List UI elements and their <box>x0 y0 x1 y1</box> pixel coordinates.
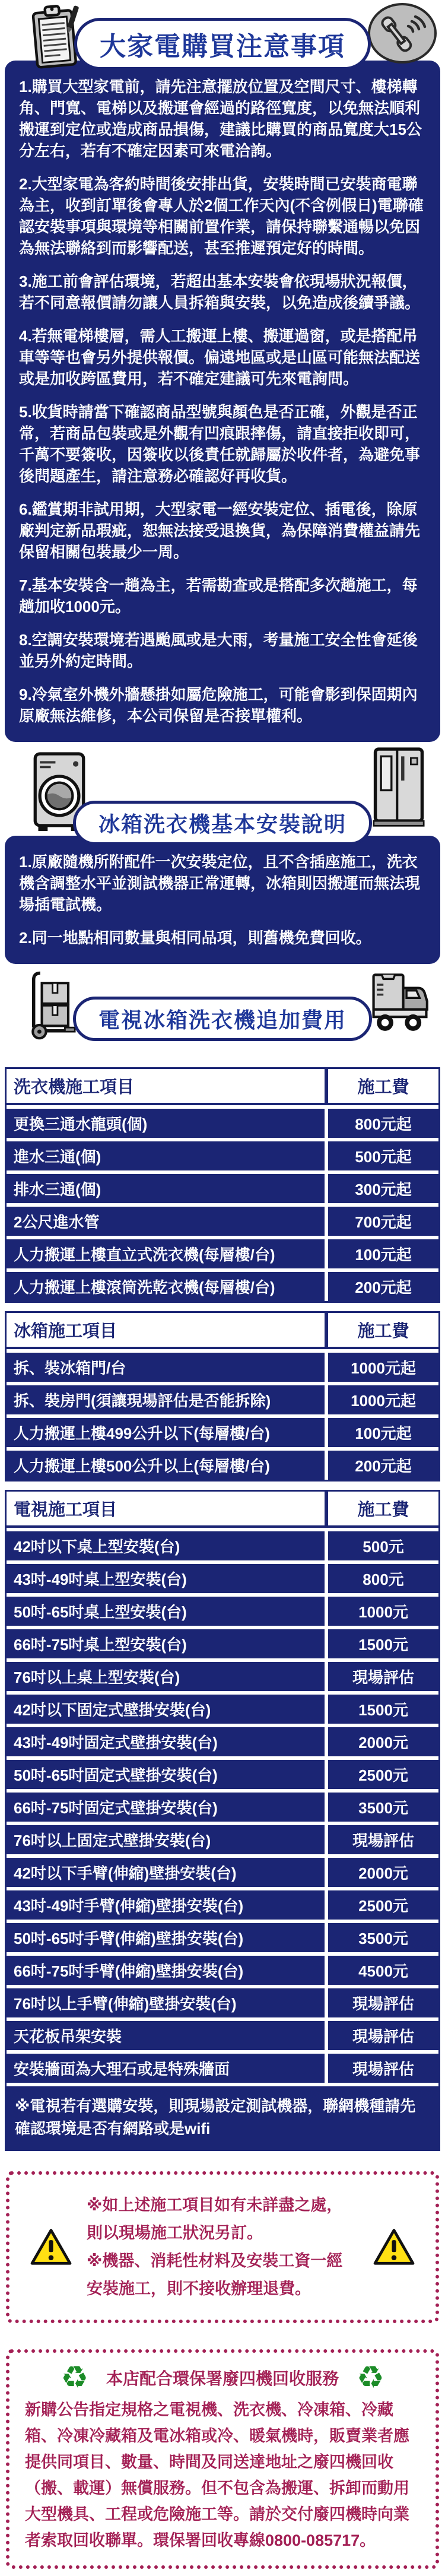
table-row <box>7 1239 438 1268</box>
table-row <box>7 2021 438 2050</box>
recycle-title-row <box>25 2362 420 2393</box>
section-title-pill <box>74 18 371 70</box>
notice-item: 8.空調安裝環境若遇颱風或是大雨，考量施工安全性會延後並另外約定時間。 <box>19 631 418 670</box>
fee-item-label: 76吋以上固定式壁掛安裝(台) <box>7 1825 325 1854</box>
fee-item-label: 42吋以下手臂(伸縮)壁掛安裝(台) <box>7 1858 325 1887</box>
fee-value: 800元起 <box>328 1109 438 1138</box>
notice-item: 4.若無電梯樓層，需人工搬運上樓、搬運過窗，或是搭配吊車等等也會另外提供報價。偏遠地區或是山區可能無法配送或是加收跨區費用，若不確定建議可先來電詢問。 <box>19 327 421 388</box>
fee-value: 1500元 <box>328 1629 438 1658</box>
section3-title: 電視冰箱洗衣機追加費用 <box>98 1008 347 1032</box>
table-row <box>7 1207 438 1236</box>
table-row <box>7 1988 438 2017</box>
table-row <box>7 1956 438 1985</box>
warning-icon <box>30 2228 72 2266</box>
fee-value: 500元 <box>328 1531 438 1560</box>
fee-value: 現場評估 <box>328 1988 438 2017</box>
table-row <box>7 2054 438 2083</box>
fee-item-label: 人力搬運上樓500公升以上(每層樓/台) <box>7 1451 325 1480</box>
notice-item: 3.施工前會評估環境，若超出基本安裝會依現場狀況報價，若不同意報價請勿讓人員拆箱與安裝，以免造成後續爭議。 <box>19 272 421 312</box>
table-body <box>7 1531 438 2083</box>
fee-item-label: 更換三通水龍頭(個) <box>7 1109 325 1138</box>
fee-value: 2000元 <box>328 1858 438 1887</box>
recycle-body-text: 新購公告指定規格之電視機、洗衣機、冷凍箱、冷藏箱、冷凍冷藏箱及電冰箱或冷、暖氣機時，販賣業者應提供同項目、數量、時間及同送達地址之廢四機回收（搬、載運）無償服務。但不包含為搬運、拆卸而動用大型機具、工程或危險施工等。請於交付廢四機時向業者索取回收聯單。環保署回收專線0800-085717。 <box>25 2401 409 2549</box>
table-row <box>7 1793 438 1822</box>
table-row <box>7 1353 438 1382</box>
basic-install-panel <box>5 836 440 964</box>
washer-fee-table <box>5 1067 440 1303</box>
fee-value: 1000元起 <box>328 1353 438 1382</box>
fee-item-label: 拆、裝房門(須讓現場評估是否能拆除) <box>7 1385 325 1414</box>
fee-item-label: 天花板吊架安裝 <box>7 2021 325 2050</box>
fee-item-label: 2公尺進水管 <box>7 1207 325 1236</box>
recycle-title: 本店配合環保署廢四機回收服務 <box>106 2369 339 2388</box>
recycle-icon: ♻ <box>357 2361 384 2395</box>
fee-item-label: 人力搬運上樓499公升以下(每層樓/台) <box>7 1418 325 1447</box>
table-header-fee: 施工費 <box>357 1322 409 1341</box>
phone-icon <box>367 2 438 64</box>
table-row <box>7 1418 438 1447</box>
fee-item-label: 人力搬運上樓滾筒洗乾衣機(每層樓/台) <box>7 1272 325 1301</box>
table-header-fee: 施工費 <box>357 1500 409 1519</box>
refrigerator-icon <box>370 747 427 827</box>
table-header-item: 冰箱施工項目 <box>14 1322 117 1341</box>
fee-value: 2500元 <box>328 1890 438 1920</box>
notice-item: 5.收貨時請當下確認商品型號與顏色是否正確，外觀是否正常，若商品包裝或是外觀有凹痕跟摔傷，請直接拒收即可，千萬不要簽收，因簽收以後責任就歸屬於收件者，為避免事後問題產生，請注意務必確認好再收貨。 <box>19 403 421 485</box>
fee-item-label: 50吋-65吋桌上型安裝(台) <box>7 1597 325 1626</box>
fee-value: 現場評估 <box>328 2054 438 2083</box>
warning-line: ※機器、消耗性材料及安裝工資一經安裝施工，則不接收辦理退費。 <box>87 2252 343 2298</box>
fee-value: 現場評估 <box>328 1662 438 1691</box>
fee-value: 2000元 <box>328 1727 438 1756</box>
fee-value: 100元起 <box>328 1418 438 1447</box>
table-row <box>7 1564 438 1593</box>
fee-value: 現場評估 <box>328 2021 438 2050</box>
section2-title: 冰箱洗衣機基本安裝說明 <box>98 812 347 836</box>
table-row <box>7 1662 438 1691</box>
fee-value: 現場評估 <box>328 1825 438 1854</box>
section-title-pill <box>73 801 372 845</box>
fee-item-label: 66吋-75吋桌上型安裝(台) <box>7 1629 325 1658</box>
fee-item-label: 排水三通(個) <box>7 1174 325 1203</box>
table-row <box>7 1451 438 1480</box>
fee-item-label: 拆、裝冰箱門/台 <box>7 1353 325 1382</box>
table-row <box>7 1531 438 1560</box>
table-row <box>7 1923 438 1952</box>
table-row <box>7 1825 438 1854</box>
fee-value: 200元起 <box>328 1451 438 1480</box>
table-row <box>7 1858 438 1887</box>
install-item: 2.同一地點相同數量與相同品項，則舊機免費回收。 <box>19 929 371 947</box>
fee-value: 200元起 <box>328 1272 438 1301</box>
install-item: 1.原廠隨機所附配件一次安裝定位，且不含插座施工，洗衣機含調整水平並測試機器正常運轉，冰箱則因搬運而無法現場插電試機。 <box>19 853 421 913</box>
table-header-fee: 施工費 <box>357 1078 409 1097</box>
fee-item-label: 43吋-49吋桌上型安裝(台) <box>7 1564 325 1593</box>
fee-item-label: 66吋-75吋固定式壁掛安裝(台) <box>7 1793 325 1822</box>
fee-item-label: 人力搬運上樓直立式洗衣機(每層樓/台) <box>7 1239 325 1268</box>
fee-value: 4500元 <box>328 1956 438 1985</box>
table-row <box>7 1760 438 1789</box>
table-row <box>7 1695 438 1724</box>
fee-item-label: 43吋-49吋固定式壁掛安裝(台) <box>7 1727 325 1756</box>
fee-value: 700元起 <box>328 1207 438 1236</box>
fee-item-label: 42吋以下固定式壁掛安裝(台) <box>7 1695 325 1724</box>
extra-fee-header <box>0 964 445 1045</box>
fee-item-label: 43吋-49吋手臂(伸縮)壁掛安裝(台) <box>7 1890 325 1920</box>
fee-value: 500元起 <box>328 1141 438 1170</box>
notice-item: 2.大型家電為客約時間後安排出貨，安裝時間已安裝商電聯為主，收到訂單後會專人於2個工作天內(不含例假日)電聯確認安裝事項與環境等相關前置作業，請保持聯繫通暢以免因為無法聯絡到而影響配送，甚至推遲預定好的時間。 <box>19 175 424 257</box>
table-row <box>7 1141 438 1170</box>
recycle-icon: ♻ <box>61 2361 88 2395</box>
table-row <box>7 1272 438 1301</box>
fee-item-label: 進水三通(個) <box>7 1141 325 1170</box>
purchase-notes-header <box>0 0 445 69</box>
fee-value: 2500元 <box>328 1760 438 1789</box>
table-row <box>7 1109 438 1138</box>
fee-value: 100元起 <box>328 1239 438 1268</box>
table-row <box>7 1890 438 1920</box>
warning-icon <box>373 2228 415 2266</box>
notice-item: 1.購買大型家電前，請先注意擺放位置及空間尺寸、樓梯轉角、門寬、電梯以及搬運會經過的路徑寬度，以免無法順利搬運到定位或造成商品損傷，建議比購買的商品寬度大15公分左右，若有不確定因素可來電洽詢。 <box>19 78 422 160</box>
page-title: 大家電購買注意事項 <box>100 32 345 61</box>
table-row <box>7 1727 438 1756</box>
table-header-row <box>7 1069 438 1105</box>
notice-item: 7.基本安裝含一趟為主，若需勘查或是搭配多次趟施工，每趟加收1000元。 <box>19 576 418 616</box>
table-body <box>7 1353 438 1480</box>
table-header-row <box>7 1313 438 1349</box>
tv-fee-table <box>5 1490 440 2151</box>
table-header-row <box>7 1492 438 1528</box>
fee-item-label: 76吋以上桌上型安裝(台) <box>7 1662 325 1691</box>
purchase-notes-panel <box>5 61 440 742</box>
section-title-pill <box>73 997 372 1041</box>
table-row <box>7 1629 438 1658</box>
table-header-item: 洗衣機施工項目 <box>14 1078 135 1097</box>
fee-item-label: 76吋以上手臂(伸縮)壁掛安裝(台) <box>7 1988 325 2017</box>
fee-item-label: 66吋-75吋手臂(伸縮)壁掛安裝(台) <box>7 1956 325 1985</box>
hand-truck-icon <box>28 970 78 1040</box>
table-header-item: 電視施工項目 <box>14 1500 117 1519</box>
fee-item-label: 50吋-65吋手臂(伸縮)壁掛安裝(台) <box>7 1923 325 1952</box>
fee-value: 1500元 <box>328 1695 438 1724</box>
warning-line: ※如上述施工項目如有未詳盡之處，則以現場施工狀況另訂。 <box>87 2196 343 2242</box>
fee-value: 300元起 <box>328 1174 438 1203</box>
table-body <box>7 1109 438 1301</box>
fee-value: 1000元 <box>328 1597 438 1626</box>
table-row <box>7 1385 438 1414</box>
tv-install-note: ※電視若有選購安裝，則現場設定測試機器，聯網機種請先確認環境是否有網路或是wifi <box>7 2086 438 2149</box>
table-row <box>7 1597 438 1626</box>
fee-item-label: 50吋-65吋固定式壁掛安裝(台) <box>7 1760 325 1789</box>
recycle-box <box>6 2349 439 2569</box>
fee-value: 1000元起 <box>328 1385 438 1414</box>
delivery-truck-icon <box>370 971 430 1036</box>
notice-item: 6.鑑賞期非試用期，大型家電一經安裝定位、插電後，除原廠判定新品瑕疵，恕無法接受退換貨，為保障消費權益請先保留相關包裝最少一周。 <box>19 500 421 561</box>
fee-value: 3500元 <box>328 1923 438 1952</box>
fee-value: 800元 <box>328 1564 438 1593</box>
basic-install-header <box>0 748 445 836</box>
table-row <box>7 1174 438 1203</box>
warning-box <box>6 2171 439 2323</box>
fee-value: 3500元 <box>328 1793 438 1822</box>
notice-item: 9.冷氣室外機外牆懸掛如屬危險施工，可能會影到保固期內原廠無法維修，本公司保留是否接單權利。 <box>19 686 418 725</box>
fee-item-label: 42吋以下桌上型安裝(台) <box>7 1531 325 1560</box>
fee-item-label: 安裝牆面為大理石或是特殊牆面 <box>7 2054 325 2083</box>
fridge-fee-table <box>5 1311 440 1481</box>
